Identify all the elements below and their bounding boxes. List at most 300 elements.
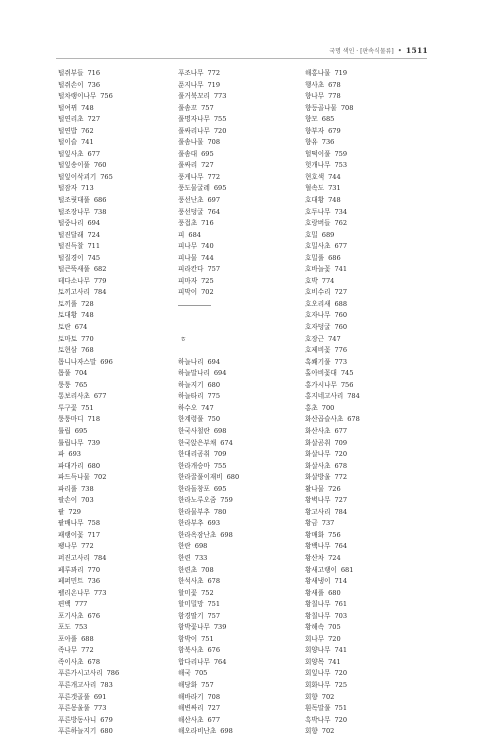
entry-name: 향등골나물 (305, 103, 337, 112)
index-entry (178, 576, 298, 588)
entry-page: 756 (340, 380, 354, 389)
entry-page: 757 (207, 265, 221, 274)
entry-page: 727 (334, 496, 348, 505)
entry-name: 피나무 (178, 242, 198, 251)
entry-page: 778 (328, 92, 341, 101)
entry-page: 709 (334, 438, 348, 447)
entry-page: 747 (201, 403, 214, 412)
entry-name: 한라개승마 (178, 461, 210, 470)
entry-name: 털잠자 (58, 184, 78, 193)
index-entry (58, 715, 178, 727)
index-entry (58, 230, 178, 242)
entry-name: 풀솜꼬 (178, 103, 198, 112)
entry-name: 튤립 (58, 426, 71, 435)
entry-page: 689 (321, 230, 335, 239)
index-entry (58, 565, 178, 577)
index-entry (178, 657, 298, 669)
index-entry (58, 322, 178, 334)
entry-name: 푸른하늘지기 (58, 727, 97, 736)
entry-name: 황금 (305, 519, 318, 528)
index-entry (305, 438, 425, 450)
index-column-1 (58, 68, 178, 738)
entry-name: 페루꽈리 (58, 565, 84, 574)
index-entry (178, 253, 298, 265)
entry-page: 733 (194, 553, 208, 562)
index-entry (58, 599, 178, 611)
index-entry (58, 287, 178, 299)
entry-page: 760 (93, 161, 107, 170)
entry-name: 토란 (58, 323, 71, 332)
index-entry (178, 565, 298, 577)
entry-page: 750 (207, 415, 221, 424)
entry-name: 톱니나자스말 (58, 357, 97, 366)
index-entry (178, 276, 298, 288)
entry-name: 헐떡이풀 (305, 149, 331, 158)
entry-page: 720 (334, 450, 348, 459)
entry-page: 674 (220, 438, 233, 447)
entry-page: 768 (81, 346, 94, 355)
entry-page: 698 (220, 530, 233, 539)
entry-page: 709 (213, 450, 227, 459)
entry-page: 677 (93, 392, 107, 401)
index-entry (305, 692, 425, 704)
index-entry (58, 68, 178, 80)
entry-page: 757 (201, 680, 214, 689)
index-entry (58, 334, 178, 346)
entry-page: 716 (201, 219, 214, 228)
index-entry (58, 241, 178, 253)
entry-page: 762 (334, 219, 348, 228)
index-entry (305, 645, 425, 657)
entry-page: 741 (81, 138, 94, 147)
entry-page: 772 (334, 473, 348, 482)
entry-page: 695 (201, 149, 214, 158)
entry-page: 773 (93, 588, 107, 597)
entry-name: 털이슬 (58, 138, 78, 147)
index-entry (305, 530, 425, 542)
index-entry (178, 391, 298, 403)
entry-page: 756 (100, 92, 113, 101)
entry-name: 퍼진고사리 (58, 553, 90, 562)
entry-name: 파 (58, 450, 65, 459)
entry-page: 695 (213, 184, 227, 193)
entry-page: 784 (93, 553, 107, 562)
index-entry (305, 495, 425, 507)
entry-name: 황벽나무 (305, 496, 331, 505)
entry-page: 680 (100, 727, 113, 736)
entry-page: 724 (87, 230, 101, 239)
index-entry (305, 622, 425, 634)
entry-page: 703 (334, 611, 348, 620)
page-number: 1511 (405, 46, 428, 55)
entry-name: 피라칸다 (178, 265, 204, 274)
entry-name: 흑박나무 (305, 715, 331, 724)
entry-name: 한라물부추 (178, 507, 210, 516)
entry-page: 784 (93, 288, 107, 297)
entry-name: 황새냉이 (305, 577, 331, 586)
index-entry (58, 484, 178, 496)
entry-name: 호랑버들 (305, 219, 331, 228)
entry-name: 호자나무 (305, 311, 331, 320)
entry-page: 698 (194, 542, 208, 551)
entry-page: 751 (201, 634, 214, 643)
entry-page: 736 (87, 577, 101, 586)
index-entry (178, 241, 298, 253)
entry-page: 718 (87, 415, 101, 424)
index-entry (305, 588, 425, 600)
index-entry (58, 276, 178, 288)
entry-name: 화살나무 (305, 450, 331, 459)
index-entry (58, 368, 178, 380)
index-entry (305, 518, 425, 530)
entry-page: 724 (328, 553, 341, 562)
index-entry (178, 472, 298, 484)
entry-page: 736 (321, 138, 335, 147)
index-entry (58, 264, 178, 276)
index-entry (58, 137, 178, 149)
entry-name: 화산사초 (305, 426, 331, 435)
entry-page: 770 (87, 565, 101, 574)
entry-name: 풍선난초 (178, 196, 204, 205)
entry-name: 향모 (305, 115, 318, 124)
entry-name: 투구꽃 (58, 403, 78, 412)
entry-name: 한라노루오줌 (178, 496, 217, 505)
entry-page: 765 (74, 380, 88, 389)
entry-page: 719 (207, 80, 221, 89)
entry-page: 779 (93, 276, 107, 285)
index-entry (305, 668, 425, 680)
entry-page: 770 (81, 334, 94, 343)
entry-page: 702 (321, 692, 335, 701)
entry-page: 731 (328, 184, 341, 193)
entry-page: 727 (87, 115, 101, 124)
entry-page: 739 (87, 438, 101, 447)
index-entry (58, 414, 178, 426)
entry-name: 피막이 (178, 288, 198, 297)
entry-page: 694 (207, 357, 221, 366)
index-entry (305, 230, 425, 242)
index-entry (305, 391, 425, 403)
entry-name: 황칠나무 (305, 611, 331, 620)
entry-name: 털쥐부들 (58, 69, 84, 77)
index-entry (305, 472, 425, 484)
entry-page: 772 (81, 646, 94, 655)
entry-page: 698 (220, 727, 233, 736)
entry-page: 753 (334, 161, 348, 170)
index-entry (58, 657, 178, 669)
entry-name: 푸조나무 (178, 69, 204, 77)
index-entry (58, 518, 178, 530)
entry-page: 679 (328, 126, 341, 135)
entry-page: 693 (207, 519, 221, 528)
index-entry (178, 80, 298, 92)
entry-page: 680 (87, 461, 101, 470)
index-entry (58, 438, 178, 450)
entry-page: 727 (207, 704, 221, 713)
index-entry (178, 207, 298, 219)
entry-name: 털큰뚝새풀 (58, 265, 90, 274)
index-entry (178, 599, 298, 611)
index-entry (305, 553, 425, 565)
index-entry (58, 195, 178, 207)
index-entry (58, 253, 178, 265)
entry-page: 773 (93, 704, 107, 713)
index-entry (178, 507, 298, 519)
entry-name: 황새고랭이 (305, 565, 337, 574)
index-entry (178, 438, 298, 450)
entry-name: 털조장나무 (58, 207, 90, 216)
entry-name: 털차랭이나무 (58, 92, 97, 101)
entry-page: 772 (81, 542, 94, 551)
entry-name: 털잎이삭괴기 (58, 172, 97, 181)
index-entry (58, 357, 178, 369)
entry-page: 765 (100, 172, 113, 181)
entry-page: 680 (226, 473, 240, 482)
index-entry (58, 634, 178, 646)
index-entry (305, 91, 425, 103)
entry-name: 털잎송이풀 (58, 161, 90, 170)
entry-page: 720 (334, 715, 348, 724)
index-entry (178, 368, 298, 380)
entry-name: 호밀 (305, 230, 318, 239)
entry-page: 708 (340, 103, 354, 112)
entry-name: 토현삼 (58, 346, 78, 355)
index-entry (178, 218, 298, 230)
entry-name: 해바라기 (178, 692, 204, 701)
entry-name: 푸른갯골풀 (58, 692, 90, 701)
entry-name: 튤립나무 (58, 438, 84, 447)
index-entry (58, 80, 178, 92)
entry-name: 팥 (58, 507, 65, 516)
entry-name: 피마자 (178, 276, 198, 285)
index-entry (58, 507, 178, 519)
entry-page: 751 (207, 600, 221, 609)
entry-page: 708 (207, 692, 221, 701)
entry-page: 716 (87, 69, 101, 77)
index-entry (58, 588, 178, 600)
entry-name: 호밀사초 (305, 242, 331, 251)
index-entry (178, 91, 298, 103)
index-entry (178, 183, 298, 195)
index-entry (58, 160, 178, 172)
entry-name: 펠리온나무 (58, 588, 90, 597)
index-entry (178, 287, 298, 299)
index-entry (58, 380, 178, 392)
index-entry (178, 668, 298, 680)
index-entry (305, 611, 425, 623)
entry-name: 털여뀌 (58, 103, 78, 112)
entry-page: 719 (334, 69, 348, 77)
index-entry (58, 668, 178, 680)
entry-page: 725 (334, 680, 348, 689)
entry-name: 혈속도 (305, 184, 325, 193)
entry-page: 741 (334, 265, 348, 274)
entry-name: 호비수리 (305, 288, 331, 297)
index-entry (58, 622, 178, 634)
entry-name: 털진득찰 (58, 242, 84, 251)
entry-page: 738 (93, 207, 107, 216)
index-entry (58, 345, 178, 357)
entry-name: 함박이 (178, 634, 198, 643)
entry-page: 759 (334, 149, 348, 158)
entry-page: 680 (207, 380, 221, 389)
entry-name: 풍게나무 (178, 172, 204, 181)
entry-name: 호장근 (305, 334, 325, 343)
entry-page: 772 (207, 172, 221, 181)
index-entry (178, 553, 298, 565)
entry-name: 토마토 (58, 334, 78, 343)
entry-name: 황산차 (305, 553, 325, 562)
index-column-2 (178, 68, 298, 738)
entry-name: 해당화 (178, 680, 198, 689)
index-entry (305, 599, 425, 611)
entry-page: 755 (213, 115, 227, 124)
entry-name: 털연밥 (58, 126, 78, 135)
index-entry (305, 299, 425, 311)
index-entry (305, 461, 425, 473)
index-entry (178, 230, 298, 242)
entry-name: 황백나무 (305, 542, 331, 551)
entry-name: 토대황 (58, 311, 78, 320)
entry-page: 773 (213, 92, 227, 101)
index-entry (178, 703, 298, 715)
blank-line (178, 322, 298, 334)
entry-name: 화산곱슬사초 (305, 415, 344, 424)
index-entry (305, 149, 425, 161)
running-title: 국명 색인 · [판속식물류] (329, 48, 394, 55)
index-entry (305, 218, 425, 230)
entry-page: 744 (328, 172, 341, 181)
entry-page: 678 (87, 657, 101, 666)
entry-name: 황해속 (305, 623, 325, 632)
index-entry (178, 530, 298, 542)
entry-page: 714 (334, 577, 348, 586)
index-entry (178, 103, 298, 115)
entry-page: 691 (93, 692, 107, 701)
index-entry (58, 472, 178, 484)
entry-name: 회양목 (305, 657, 325, 666)
entry-page: 720 (334, 669, 348, 678)
entry-name: 퉁퉁 (58, 380, 71, 389)
index-entry (58, 218, 178, 230)
entry-name: 할미꽃 (178, 588, 198, 597)
entry-page: 760 (334, 311, 348, 320)
entry-name: 함경딸기 (178, 611, 204, 620)
entry-name: 화살사초 (305, 461, 331, 470)
entry-page: 784 (334, 507, 348, 516)
index-entry (178, 484, 298, 496)
entry-name: 포아풀 (58, 634, 78, 643)
entry-name: 풀솜대 (178, 149, 198, 158)
entry-name: 톱풀 (58, 369, 71, 378)
entry-name: 해오라비난초 (178, 727, 217, 736)
entry-name: 회향 (305, 692, 318, 701)
entry-name: 한란 (178, 542, 191, 551)
index-entry (305, 241, 425, 253)
entry-page: 757 (207, 611, 221, 620)
entry-page: 682 (93, 265, 107, 274)
index-entry (58, 726, 178, 738)
index-entry (58, 310, 178, 322)
index-entry (58, 703, 178, 715)
index-entry (178, 149, 298, 161)
entry-name: 홀아비꽃대 (305, 369, 337, 378)
entry-page: 748 (81, 103, 94, 112)
index-entry (305, 368, 425, 380)
entry-name: 패랭이꽃 (58, 530, 84, 539)
index-entry (178, 172, 298, 184)
index-entry (305, 484, 425, 496)
entry-name: 한국사철란 (178, 426, 210, 435)
entry-name: 함북사초 (178, 646, 204, 655)
entry-name: 포기사초 (58, 611, 84, 620)
entry-page: 708 (207, 138, 221, 147)
entry-page: 737 (321, 519, 335, 528)
entry-page: 759 (220, 496, 233, 505)
entry-page: 755 (213, 461, 227, 470)
entry-page: 674 (74, 323, 88, 332)
entry-page: 686 (93, 196, 107, 205)
index-entry (305, 103, 425, 115)
entry-page: 726 (328, 484, 341, 493)
index-entry (178, 726, 298, 738)
entry-name: 해변싸리 (178, 704, 204, 713)
entry-name: 해홍나물 (305, 69, 331, 77)
index-entry (305, 68, 425, 80)
index-entry (178, 680, 298, 692)
index-entry (178, 403, 298, 415)
entry-page: 741 (334, 646, 348, 655)
entry-name: 풀거북꼬리 (178, 92, 210, 101)
entry-name: 회잎나무 (305, 669, 331, 678)
index-entry (58, 461, 178, 473)
entry-page: 753 (74, 623, 88, 632)
entry-page: 758 (87, 519, 101, 528)
entry-page: 677 (334, 426, 348, 435)
entry-page: 684 (188, 230, 201, 239)
index-entry (305, 403, 425, 415)
header-separator: • (397, 46, 402, 55)
index-entry (305, 380, 425, 392)
index-entry (305, 114, 425, 126)
entry-name: 한라돌창포 (178, 484, 210, 493)
index-entry (305, 80, 425, 92)
entry-name: 토끼고사리 (58, 288, 90, 297)
index-entry (58, 299, 178, 311)
entry-name: 풀싸리나무 (178, 126, 210, 135)
entry-page: 720 (213, 126, 227, 135)
entry-page: 685 (321, 115, 335, 124)
index-entry (58, 495, 178, 507)
index-entry (305, 634, 425, 646)
index-entry (58, 449, 178, 461)
entry-name: 테다소나무 (58, 276, 90, 285)
entry-page: 700 (321, 403, 335, 412)
index-entry (58, 91, 178, 103)
entry-name: 헛개나무 (305, 161, 331, 170)
entry-name: 호박 (305, 276, 318, 285)
entry-page: 748 (81, 311, 94, 320)
header-rule (56, 58, 427, 59)
index-entry (305, 576, 425, 588)
entry-name: 파대가리 (58, 461, 84, 470)
entry-name: 호오리새 (305, 299, 331, 308)
entry-page: 751 (334, 704, 348, 713)
section-heading: ㅎ (180, 334, 187, 343)
entry-name: 팥배나무 (58, 519, 84, 528)
index-entry (58, 553, 178, 565)
entry-name: 한석사초 (178, 577, 204, 586)
